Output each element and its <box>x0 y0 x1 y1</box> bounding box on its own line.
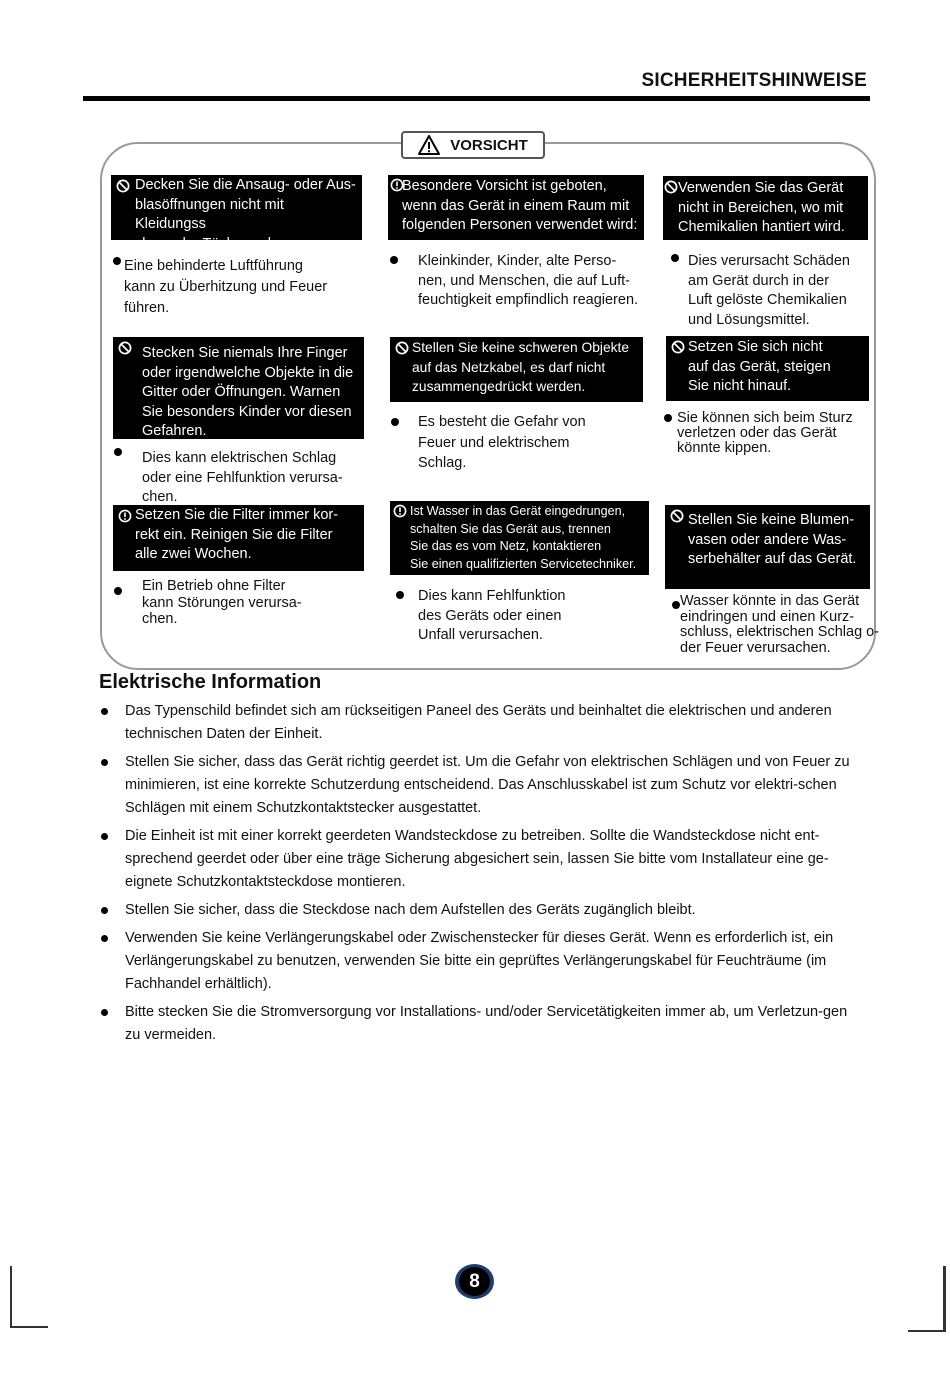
note-text: Wasser könnte in das Gerät eindringen und einen Kurz- schluss, elektrischen Schlag o- der Feuer verursachen. <box>680 593 880 657</box>
note-text: Kleinkinder, Kinder, alte Perso- nen, und Menschen, die auf Luft- feuchtigkeit empfindlich reagieren. <box>418 253 639 308</box>
prohibited-icon <box>664 180 678 194</box>
note-bullet <box>113 257 121 265</box>
prohibit-box <box>390 337 643 402</box>
prohibited-icon <box>671 340 685 354</box>
prohibit-text: Verwenden Sie das Gerät nicht in Bereichen, wo mit Chemikalien hantiert wird. <box>678 180 845 235</box>
note-text: Ein Betrieb ohne Filter kann Störungen verursa- chen. <box>142 578 302 627</box>
note-bullet <box>391 418 399 426</box>
note-text: Dies kann Fehlfunktion des Geräts oder einen Unfall verursachen. <box>418 588 566 643</box>
prohibited-icon <box>116 179 130 193</box>
exclamation-circle-icon <box>393 504 407 518</box>
note-bullet <box>114 448 122 456</box>
note-text: Dies kann elektrischen Schlag oder eine Fehlfunktion verursa- chen. <box>142 450 343 505</box>
note-text: Eine behinderte Luftführung kann zu Überhitzung und Feuer führen. <box>124 258 328 316</box>
prohibit-box <box>666 336 869 401</box>
prohibit-text: Setzen Sie sich nicht auf das Gerät, steigen Sie nicht hinauf. <box>688 339 831 394</box>
note-bullet <box>664 414 672 422</box>
note-text: Sie können sich beim Sturz verletzen oder das Gerät könnte kippen. <box>677 410 853 456</box>
list-item: Die Einheit ist mit einer korrekt geerdeten Wandsteckdose zu betreiben. Sollte die Wandsteckdose nicht ent-sprechend geerdet oder über eine träge Sicherung abgesichert sein, lassen Sie bitte vom Installateur eine ge-eignete Schutzkontaktsteckdose montieren. <box>99 825 859 895</box>
prohibit-box <box>113 337 364 439</box>
note-bullet <box>114 587 122 595</box>
list-item: Verwenden Sie keine Verlängerungskabel oder Zwischenstecker für dieses Gerät. Wenn es erforderlich ist, ein Verlängerungskabel zu benutzen, verwenden Sie bitte ein geprüftes Verlängerungskabel für Feuchträume (im Fachhandel erhältlich). <box>99 927 859 997</box>
prohibit-text: Stellen Sie keine Blumen- vasen oder andere Was- serbehälter auf das Gerät. <box>688 512 857 567</box>
prohibit-box <box>665 505 870 589</box>
note-bullet <box>396 591 404 599</box>
crop-mark-left <box>10 1266 48 1328</box>
page-header-title: SICHERHEITSHINWEISE <box>641 70 867 91</box>
prohibit-text: Stecken Sie niemals Ihre Finger oder irgendwelche Objekte in die Gitter oder Öffnungen. Warnen Sie besonders Kinder vor diesen Gefahren. <box>142 345 354 439</box>
note-bullet <box>672 601 680 609</box>
list-item: Stellen Sie sicher, dass die Steckdose nach dem Aufstellen des Geräts zugänglich bleibt. <box>99 899 859 922</box>
caution-label-text: VORSICHT <box>450 136 528 154</box>
note-bullet <box>390 256 398 264</box>
important-box <box>388 175 644 240</box>
important-text: Setzen Sie die Filter immer kor- rekt ein. Reinigen Sie die Filter alle zwei Wochen. <box>135 507 339 562</box>
page-number-badge <box>455 1264 494 1299</box>
prohibited-icon <box>118 341 132 355</box>
important-text: Ist Wasser in das Gerät eingedrungen, schalten Sie das Gerät aus, trennen Sie das es vom Netz, kontaktieren Sie einen qualifizierten Servicetechniker. <box>410 504 637 571</box>
important-box <box>390 501 649 575</box>
prohibit-text: Stellen Sie keine schweren Objekte auf das Netzkabel, es darf nicht zusammengedrückt werden. <box>412 340 630 394</box>
electrical-bullet-list <box>99 700 859 1052</box>
note-text: Es besteht die Gefahr von Feuer und elektrischem Schlag. <box>418 414 586 471</box>
prohibited-icon <box>670 509 684 523</box>
note-bullet <box>671 254 679 262</box>
prohibit-box <box>663 176 868 240</box>
list-item: Das Typenschild befindet sich am rückseitigen Paneel des Geräts und beinhaltet die elektrischen und anderen technischen Daten der Einheit. <box>99 700 859 746</box>
list-item: Stellen Sie sicher, dass das Gerät richtig geerdet ist. Um die Gefahr von elektrischen Schlägen und von Feuer zu minimieren, ist eine korrekte Schutzerdung entscheidend. Das Anschlusskabel ist zum Schutz vor elektri-schen Schlägen mit einem Schutzkontaktstecker ausgestattet. <box>99 751 859 821</box>
prohibit-text: Decken Sie die Ansaug- oder Aus- blasöffnungen nicht mit Kleidungss cken oder Tüchern ab. <box>135 177 356 252</box>
list-item: Bitte stecken Sie die Stromversorgung vor Installations- und/oder Servicetätigkeiten immer ab, um Verletzun-gen zu vermeiden. <box>99 1001 859 1047</box>
important-box <box>113 505 364 571</box>
page-number: 8 <box>459 1267 490 1296</box>
prohibited-icon <box>395 341 409 355</box>
note-text: Dies verursacht Schäden am Gerät durch in der Luft gelöste Chemikalien und Lösungsmittel. <box>688 253 850 328</box>
exclamation-circle-icon <box>118 509 132 523</box>
header-rule <box>83 96 870 101</box>
crop-mark-right <box>908 1266 946 1332</box>
caution-label <box>401 131 545 159</box>
important-text: Besondere Vorsicht ist geboten, wenn das Gerät in einem Raum mit folgenden Personen verwendet wird: <box>402 178 638 233</box>
warning-triangle-icon <box>418 135 440 155</box>
section-title-electrical: Elektrische Information <box>99 671 322 693</box>
prohibit-box <box>111 175 362 252</box>
